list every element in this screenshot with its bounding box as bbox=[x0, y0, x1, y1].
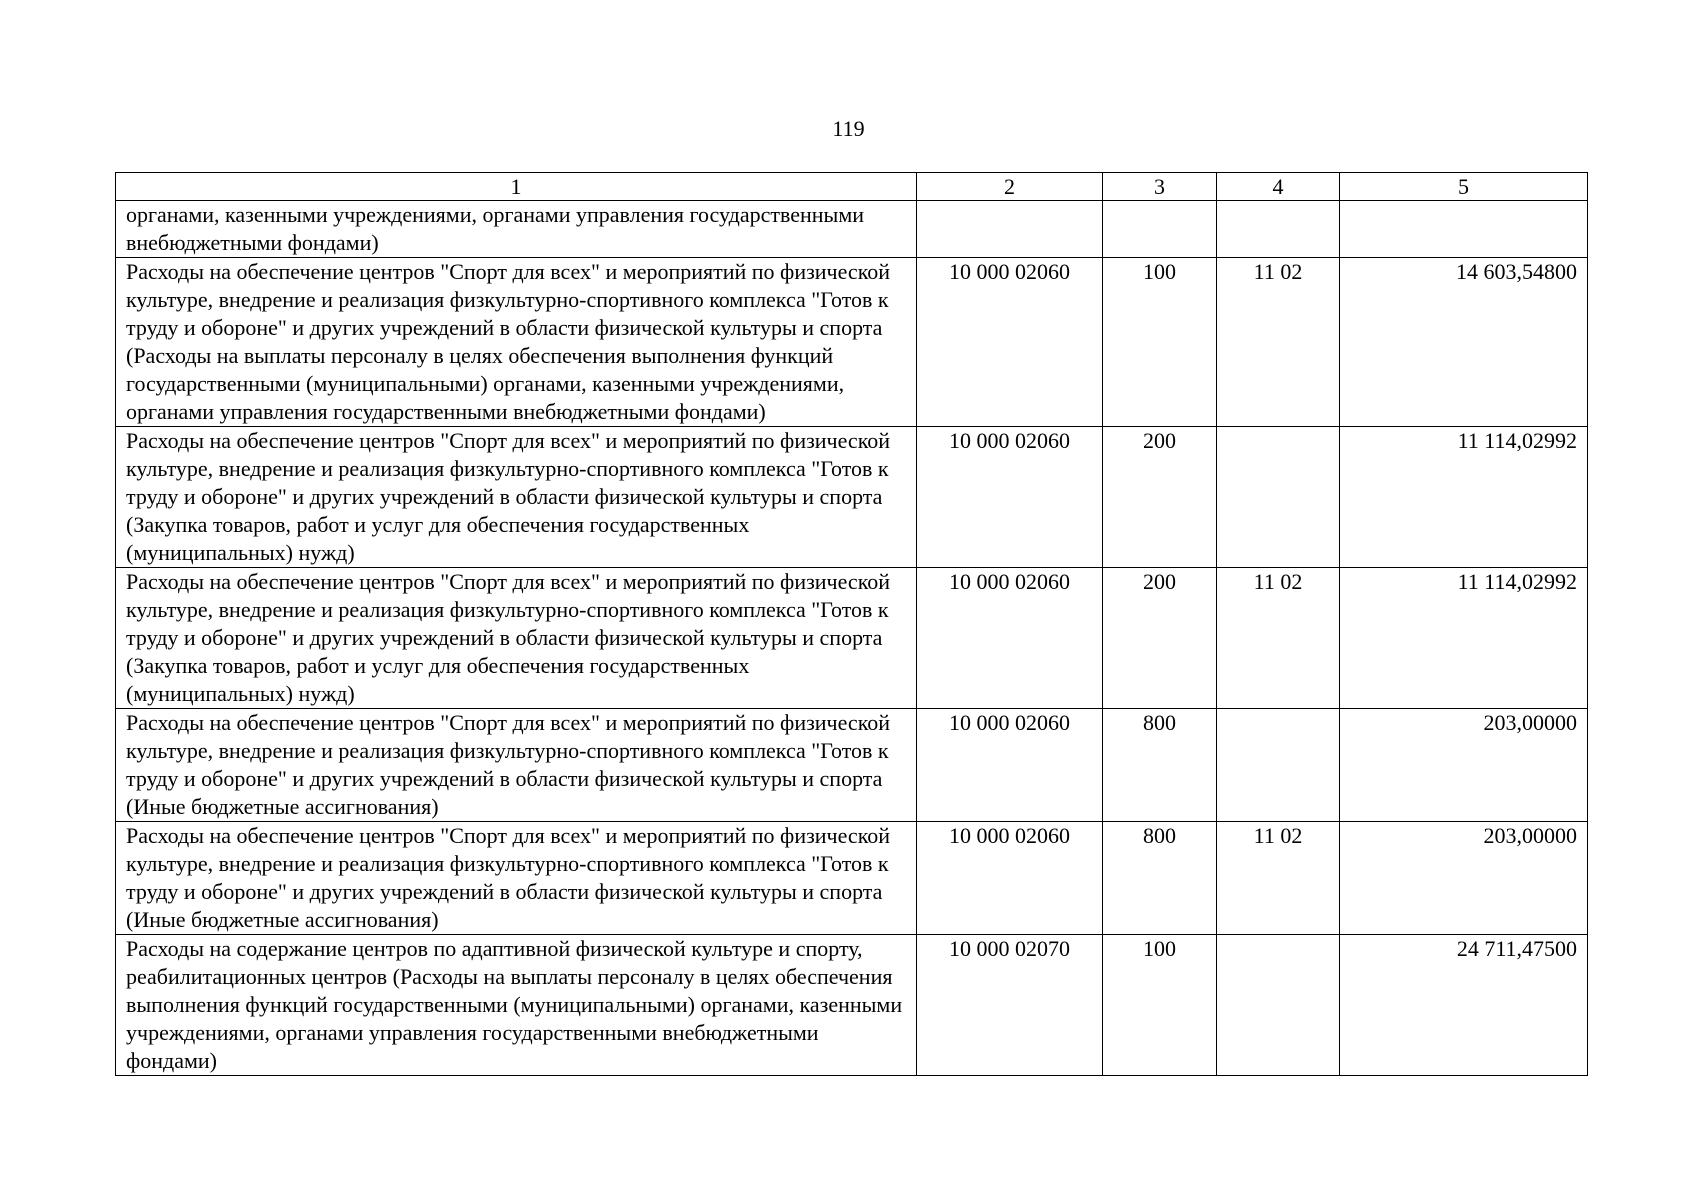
budget-table bbox=[115, 172, 1588, 1076]
row-amount: 14 603,54800 bbox=[1340, 258, 1588, 427]
row-description: Расходы на обеспечение центров "Спорт для всех" и мероприятий по физической культуре, внедрение и реализация физкультурно-спортивного комплекса "Готов к труду и обороне" и других учреждений в области физической культуры и спорта (Закупка товаров, работ и услуг для обеспечения государственных (муниципальных) нужд) bbox=[116, 427, 917, 568]
row-type: 100 bbox=[1103, 935, 1217, 1076]
row-code bbox=[917, 201, 1103, 258]
row-section: 11 02 bbox=[1217, 258, 1340, 427]
row-code: 10 000 02060 bbox=[917, 709, 1103, 822]
row-code: 10 000 02070 bbox=[917, 935, 1103, 1076]
row-type bbox=[1103, 201, 1217, 258]
column-header-2: 2 bbox=[917, 173, 1103, 201]
table-header-row bbox=[116, 173, 1588, 201]
row-section bbox=[1217, 201, 1340, 258]
row-code: 10 000 02060 bbox=[917, 258, 1103, 427]
table-row bbox=[116, 427, 1588, 568]
row-amount: 11 114,02992 bbox=[1340, 427, 1588, 568]
row-description: Расходы на обеспечение центров "Спорт для всех" и мероприятий по физической культуре, внедрение и реализация физкультурно-спортивного комплекса "Готов к труду и обороне" и других учреждений в области физической культуры и спорта (Расходы на выплаты персоналу в целях обеспечения выполнения функций государственными (муниципальными) органами, казенными учреждениями, органами управления государственными внебюджетными фондами) bbox=[116, 258, 917, 427]
row-description: Расходы на обеспечение центров "Спорт для всех" и мероприятий по физической культуре, внедрение и реализация физкультурно-спортивного комплекса "Готов к труду и обороне" и других учреждений в области физической культуры и спорта (Иные бюджетные ассигнования) bbox=[116, 709, 917, 822]
table-row bbox=[116, 935, 1588, 1076]
table-row bbox=[116, 822, 1588, 935]
row-amount: 24 711,47500 bbox=[1340, 935, 1588, 1076]
row-code: 10 000 02060 bbox=[917, 568, 1103, 709]
table-row bbox=[116, 709, 1588, 822]
row-section bbox=[1217, 935, 1340, 1076]
row-section: 11 02 bbox=[1217, 568, 1340, 709]
table-row bbox=[116, 568, 1588, 709]
row-section bbox=[1217, 709, 1340, 822]
column-header-3: 3 bbox=[1103, 173, 1217, 201]
row-type: 800 bbox=[1103, 822, 1217, 935]
row-description: Расходы на обеспечение центров "Спорт для всех" и мероприятий по физической культуре, внедрение и реализация физкультурно-спортивного комплекса "Готов к труду и обороне" и других учреждений в области физической культуры и спорта (Иные бюджетные ассигнования) bbox=[116, 822, 917, 935]
page-number: 119 bbox=[832, 116, 865, 141]
row-description: Расходы на содержание центров по адаптивной физической культуре и спорту, реабилитационных центров (Расходы на выплаты персоналу в целях обеспечения выполнения функций государственными (муниципальными) органами, казенными учреждениями, органами управления государственными внебюджетными фондами) bbox=[116, 935, 917, 1076]
row-amount bbox=[1340, 201, 1588, 258]
row-amount: 11 114,02992 bbox=[1340, 568, 1588, 709]
row-type: 200 bbox=[1103, 427, 1217, 568]
column-header-5: 5 bbox=[1340, 173, 1588, 201]
row-description: Расходы на обеспечение центров "Спорт для всех" и мероприятий по физической культуре, внедрение и реализация физкультурно-спортивного комплекса "Готов к труду и обороне" и других учреждений в области физической культуры и спорта (Закупка товаров, работ и услуг для обеспечения государственных (муниципальных) нужд) bbox=[116, 568, 917, 709]
row-code: 10 000 02060 bbox=[917, 427, 1103, 568]
table-row bbox=[116, 258, 1588, 427]
row-amount: 203,00000 bbox=[1340, 822, 1588, 935]
row-code: 10 000 02060 bbox=[917, 822, 1103, 935]
row-section bbox=[1217, 427, 1340, 568]
column-header-1: 1 bbox=[116, 173, 917, 201]
table-row bbox=[116, 201, 1588, 258]
column-header-4: 4 bbox=[1217, 173, 1340, 201]
row-description: органами, казенными учреждениями, органами управления государственными внебюджетными фондами) bbox=[116, 201, 917, 258]
row-type: 200 bbox=[1103, 568, 1217, 709]
row-type: 800 bbox=[1103, 709, 1217, 822]
row-amount: 203,00000 bbox=[1340, 709, 1588, 822]
row-type: 100 bbox=[1103, 258, 1217, 427]
row-section: 11 02 bbox=[1217, 822, 1340, 935]
